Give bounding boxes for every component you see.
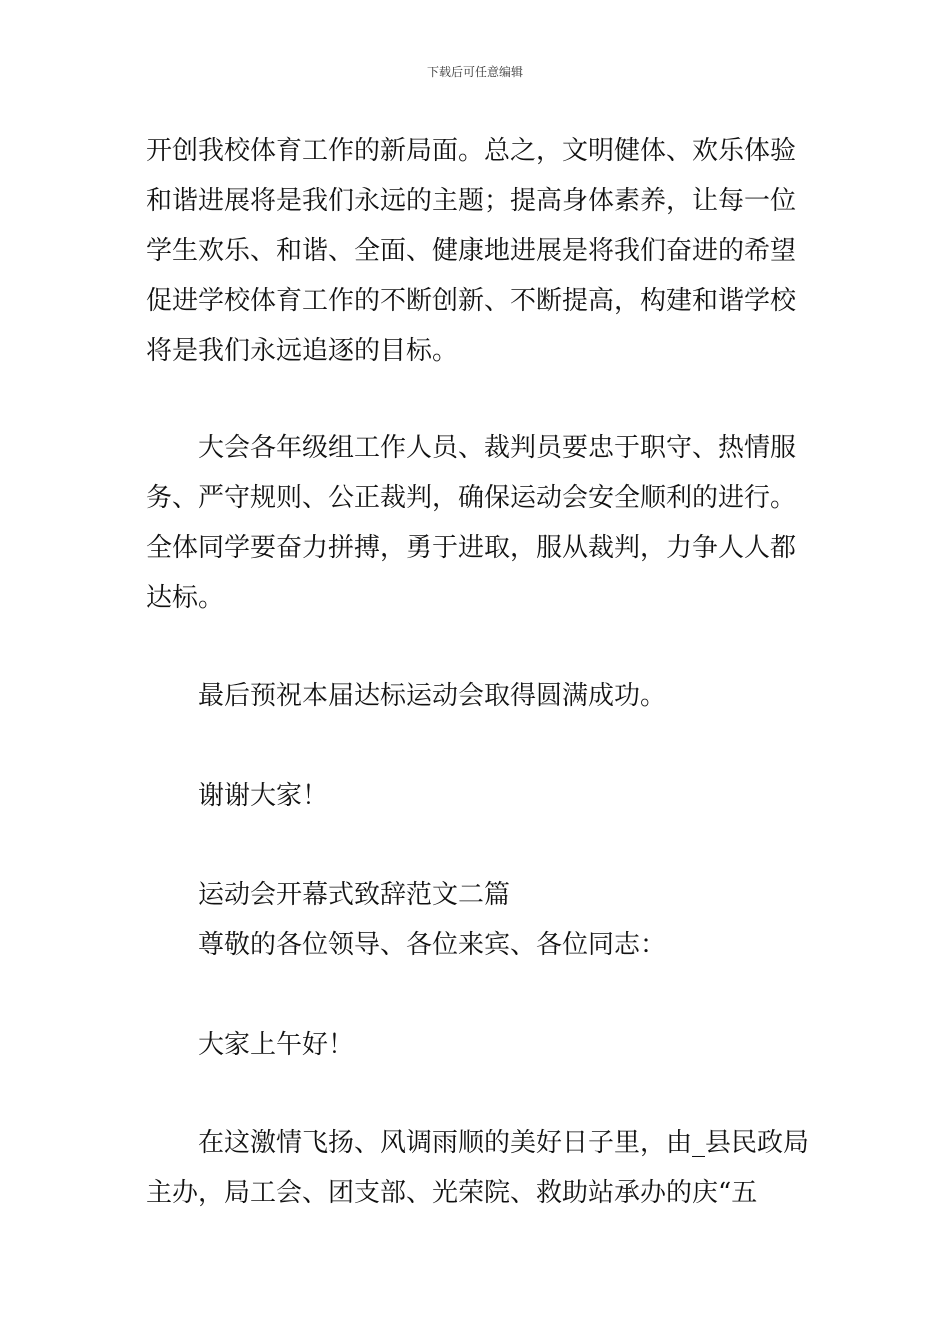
paragraph-line: 促进学校体育工作的不断创新、不断提高，构建和谐学校	[146, 286, 797, 316]
paragraph-line: 达标。	[146, 583, 225, 613]
paragraph-line: 在这激情飞扬、风调雨顺的美好日子里，由_县民政局	[198, 1128, 810, 1158]
paragraph-line: 将是我们永远追逐的目标。	[146, 336, 459, 366]
paragraph-1	[146, 126, 814, 376]
salutation: 尊敬的各位领导、各位来宾、各位同志：	[198, 930, 667, 960]
paragraph-line: 学生欢乐、和谐、全面、健康地进展是将我们奋进的希望	[146, 236, 797, 266]
page-header-note: 下载后可任意编辑	[426, 65, 523, 79]
greeting: 大家上午好！	[198, 1030, 355, 1060]
paragraph-line: 全体同学要奋力拼搏，勇于进取，服从裁判，力争人人都	[146, 533, 797, 563]
paragraph-line: 谢谢大家！	[198, 781, 329, 811]
paragraph-line: 务、严守规则、公正裁判，确保运动会安全顺利的进行。	[146, 483, 797, 513]
paragraph-5	[146, 870, 814, 970]
paragraph-line: 和谐进展将是我们永远的主题；提高身体素养，让每一位	[146, 186, 797, 216]
section-title: 运动会开幕式致辞范文二篇	[198, 880, 511, 910]
paragraph-2	[146, 423, 814, 623]
paragraph-6	[146, 1020, 814, 1070]
paragraph-line: 最后预祝本届达标运动会取得圆满成功。	[198, 681, 667, 711]
paragraph-7	[146, 1118, 814, 1218]
paragraph-4	[146, 771, 814, 821]
paragraph-line: 主办，局工会、团支部、光荣院、救助站承办的庆“五	[146, 1178, 758, 1208]
paragraph-3	[146, 671, 814, 721]
paragraph-line: 大会各年级组工作人员、裁判员要忠于职守、热情服	[198, 433, 797, 463]
paragraph-line: 开创我校体育工作的新局面。总之，文明健体、欢乐体验	[146, 136, 797, 166]
